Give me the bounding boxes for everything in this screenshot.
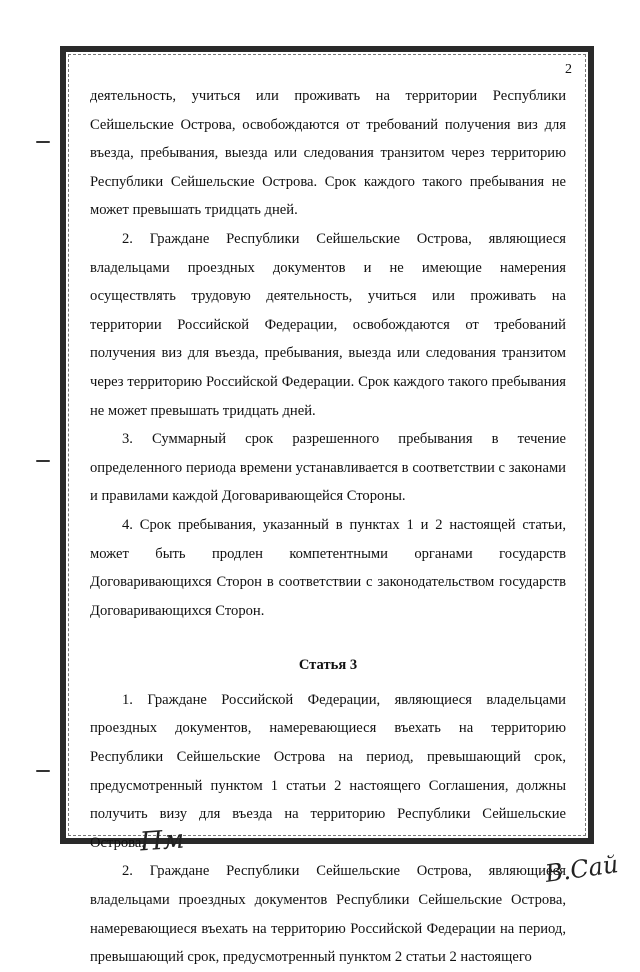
margin-mark xyxy=(36,770,50,772)
paragraph-3: 3. Суммарный срок разрешенного пребывания в течение определенного периода времени устанавливается в соответствии с законами и правилами каждой Договаривающейся Стороны. xyxy=(90,431,566,505)
handwritten-initials: Пм xyxy=(139,824,186,858)
margin-mark xyxy=(36,141,50,143)
article-3-paragraph-1: 1. Граждане Российской Федерации, являющиеся владельцами проездных документов, намеревающиеся въехать на территорию Республики Сейшельские Острова на период, превышающий срок, предусмотренный пунктом 1 статьи 2 настоящего Соглашения, должны получить визу для въезда на территорию Республики Сейшельские Острова. xyxy=(90,691,566,851)
paragraph-4: 4. Срок пребывания, указанный в пунктах 1 и 2 настоящей статьи, может быть продлен компетентными органами государств Договаривающихся Сторон в соответствии с законодательством государств Договаривающихся Сторон. xyxy=(90,516,566,619)
article-heading: Статья 3 xyxy=(298,657,358,674)
paragraph-continuation: деятельность, учиться или проживать на территории Республики Сейшельские Острова, освобождаются от требований получения виз для въезда, пребывания, выезда или следования транзитом через территорию Республики Сейшельские Острова. Срок каждого такого пребывания не может превышать тридцать дней. xyxy=(90,88,566,219)
handwritten-signature: В.Сай xyxy=(543,850,620,888)
article-3-paragraph-2: 2. Граждане Республики Сейшельские Острова, являющиеся владельцами проездных документов Республики Сейшельские Острова, намеревающиеся въехать на территорию Российской Федерации на период, превышающий срок, предусмотренный пунктом 2 статьи 2 настоящего xyxy=(90,863,566,966)
margin-mark xyxy=(36,460,50,462)
paragraph-2: 2. Граждане Республики Сейшельские Острова, являющиеся владельцами проездных документов и не имеющие намерения осуществлять трудовую деятельность, учиться или проживать на территории Российской Федерации, освобождаются от требований получения виз для въезда, пребывания, выезда или следования транзитом через территорию Российской Федерации. Срок каждого такого пребывания не может превышать тридцать дней. xyxy=(90,230,566,419)
page-number: 2 xyxy=(565,62,572,77)
